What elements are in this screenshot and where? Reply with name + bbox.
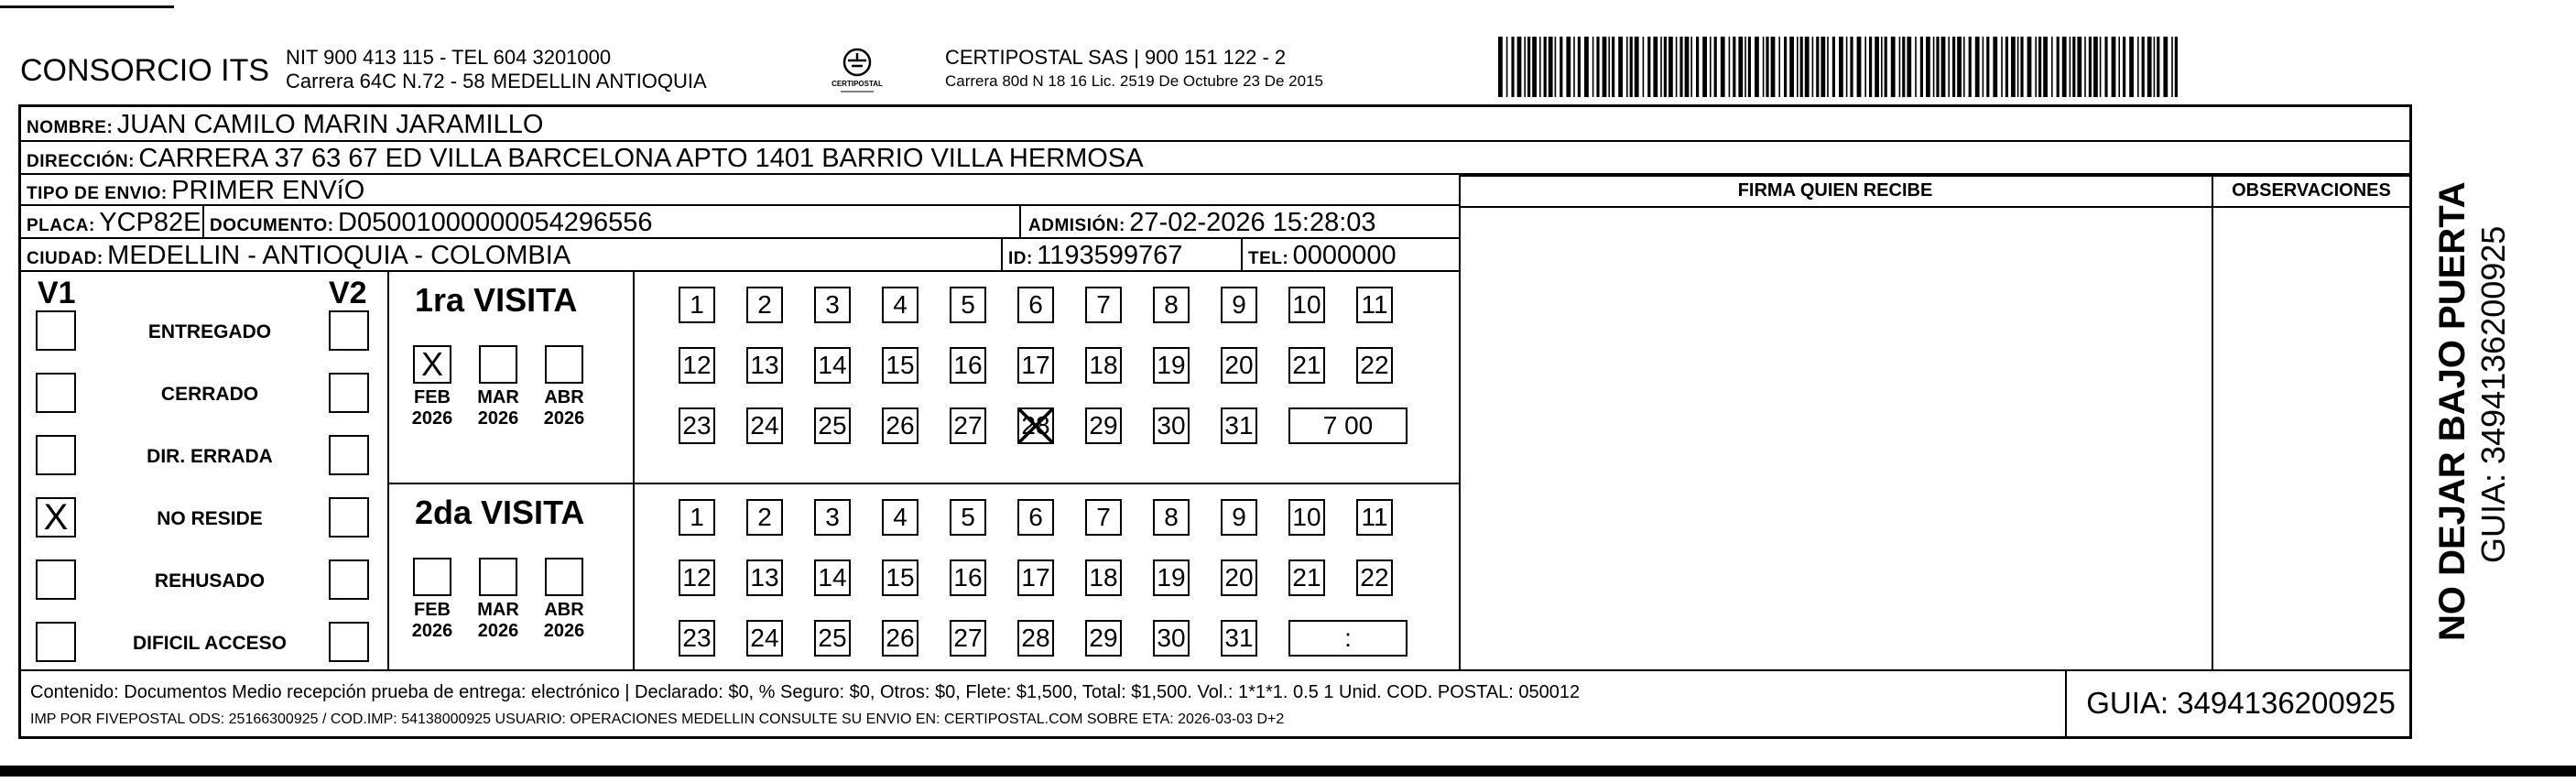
barcode-bar <box>1710 37 1712 97</box>
status-label: REHUSADO <box>154 570 266 592</box>
month-checkbox[interactable] <box>545 558 583 596</box>
day-box[interactable]: 18 <box>1085 559 1122 596</box>
barcode-bar <box>1816 37 1819 97</box>
documento-label: DOCUMENTO: <box>210 216 334 235</box>
nombre-value: JUAN CAMILO MARIN JARAMILLO <box>116 110 544 139</box>
admision-label: ADMISIÓN: <box>1028 216 1125 235</box>
barcode-bar <box>1864 37 1866 97</box>
barcode-bar <box>1766 37 1768 97</box>
barcode-bar <box>1690 37 1692 97</box>
admision-value: 27-02-2026 15:28:03 <box>1129 208 1376 237</box>
barcode-bar <box>1986 37 1989 97</box>
documento-cell <box>210 206 653 239</box>
barcode-bar <box>1685 37 1690 97</box>
day-box[interactable]: 10 <box>1288 287 1325 323</box>
barcode-bar <box>1745 37 1746 97</box>
month-name: FEB <box>414 600 451 620</box>
month-year: 2026 <box>411 621 453 641</box>
barcode-bar <box>1511 37 1514 97</box>
nombre-label: NOMBRE: <box>27 118 114 137</box>
barcode-bar <box>1812 37 1814 97</box>
day-box[interactable]: 9 <box>1221 499 1257 536</box>
divider <box>1001 239 1003 272</box>
day-box[interactable]: 20 <box>1221 559 1257 596</box>
day-box[interactable]: 13 <box>746 347 783 384</box>
barcode-bar <box>1963 37 1965 97</box>
day-box[interactable]: 12 <box>679 347 715 384</box>
barcode-bar <box>2157 37 2159 97</box>
day-box[interactable]: 2 <box>746 499 783 536</box>
day-box[interactable]: 7 <box>1085 287 1122 323</box>
day-box[interactable]: 6 <box>1017 287 1054 323</box>
visit-title: 1ra VISITA <box>415 281 578 319</box>
barcode-bar <box>1875 37 1879 97</box>
status-label: ENTREGADO <box>147 321 272 342</box>
month-name: FEB <box>414 387 451 407</box>
barcode-bar <box>1850 37 1853 97</box>
barcode-bar <box>1755 37 1759 97</box>
barcode-bar <box>1771 37 1776 97</box>
barcode-bar <box>1668 37 1673 97</box>
certipostal-info <box>945 46 1323 93</box>
status-v1-checkbox[interactable] <box>36 310 76 351</box>
barcode-bar <box>1544 37 1547 97</box>
barcode-bar <box>1660 37 1662 97</box>
month-checkbox[interactable] <box>413 558 451 596</box>
divider <box>387 272 389 669</box>
barcode-bar <box>2142 37 2145 97</box>
logo-text: CERTIPOSTAL <box>831 80 883 88</box>
barcode-bar <box>2062 37 2067 97</box>
certipostal-logo <box>824 42 890 101</box>
day-box[interactable]: 5 <box>950 287 986 323</box>
month-label <box>471 387 526 429</box>
barcode-bar <box>2112 37 2116 97</box>
day-box[interactable]: 9 <box>1221 287 1257 323</box>
barcode-bar <box>1969 37 1972 97</box>
divider <box>1019 206 1021 239</box>
barcode-bar <box>2017 37 2019 97</box>
direccion-label: DIRECCIÓN: <box>27 152 135 171</box>
barcode-bar <box>2147 37 2152 97</box>
barcode-bar <box>1592 37 1594 97</box>
day-box[interactable]: 24 <box>746 407 783 444</box>
barcode-bar <box>1869 37 1872 97</box>
status-v2-checkbox[interactable] <box>329 310 369 351</box>
barcode-bar <box>1566 37 1571 97</box>
status-v1-checkbox[interactable] <box>36 373 76 413</box>
day-box[interactable]: 8 <box>1153 499 1190 536</box>
barcode-bar <box>1827 37 1829 97</box>
barcode-bar <box>1957 37 1962 97</box>
month-checkbox[interactable] <box>545 345 583 384</box>
day-box[interactable]: 23 <box>679 407 715 444</box>
barcode-bar <box>2070 37 2071 97</box>
barcode-bar <box>1789 37 1794 97</box>
barcode-bar <box>1936 37 1939 97</box>
barcode-bar <box>1975 37 1980 97</box>
barcode-bar <box>1679 37 1682 97</box>
barcode-bar <box>1626 37 1628 97</box>
status-v2-checkbox[interactable] <box>329 435 369 475</box>
tel-cell <box>1248 239 1397 272</box>
day-box[interactable]: 17 <box>1017 559 1054 596</box>
day-box[interactable]: 7 <box>1085 499 1122 536</box>
barcode-bar <box>1952 37 1955 97</box>
ciudad-cell <box>27 239 571 272</box>
day-box[interactable]: 29 <box>1085 620 1122 657</box>
status-v1-checkbox[interactable] <box>36 622 76 662</box>
status-v1-checkbox[interactable] <box>36 435 76 475</box>
direccion-value: CARRERA 37 63 67 ED VILLA BARCELONA APTO 1401 BARRIO VILLA HERMOSA <box>138 144 1144 173</box>
day-box[interactable]: 30 <box>1153 620 1190 657</box>
barcode-bar <box>1721 37 1725 97</box>
barcode-bar <box>1527 37 1530 97</box>
day-box[interactable]: 11 <box>1356 499 1393 536</box>
day-box[interactable]: 16 <box>950 347 986 384</box>
admision-cell <box>1028 206 1376 239</box>
month-name: MAR <box>477 387 519 407</box>
hour-box[interactable]: 7 00 <box>1288 407 1408 444</box>
status-v2-checkbox[interactable] <box>329 559 369 600</box>
barcode-bar <box>1618 37 1623 97</box>
barcode-bar <box>1532 37 1537 97</box>
day-box[interactable]: 25 <box>814 620 851 657</box>
delivery-form <box>18 104 2412 739</box>
barcode-bar <box>1846 37 1848 97</box>
firma-signature-area[interactable] <box>1461 208 2210 668</box>
v2-header: V2 <box>329 276 367 310</box>
divider <box>1241 239 1243 272</box>
month-year: 2026 <box>477 408 519 429</box>
day-box[interactable]: 4 <box>882 287 918 323</box>
barcode-bar <box>2154 37 2156 97</box>
month-checkbox[interactable] <box>479 558 517 596</box>
day-box[interactable]: 31 <box>1221 620 1257 657</box>
barcode-bar <box>1821 37 1825 97</box>
firma-header-top <box>1459 175 2409 177</box>
barcode-bar <box>1664 37 1667 97</box>
barcode-bar <box>2129 37 2134 97</box>
row-tipo-envio <box>21 175 1459 206</box>
no-dejar-bajo-puerta: NO DEJAR BAJO PUERTA <box>2432 181 2473 641</box>
day-box[interactable]: 21 <box>1288 347 1325 384</box>
day-box[interactable]: 17 <box>1017 347 1054 384</box>
placa-cell <box>27 206 201 239</box>
barcode-bar <box>1506 37 1508 97</box>
ciudad-label: CIUDAD: <box>27 249 103 268</box>
day-box[interactable]: 27 <box>950 407 986 444</box>
status-v2-checkbox[interactable] <box>329 373 369 413</box>
month-checkbox[interactable]: X <box>413 345 451 384</box>
barcode-bar <box>2043 37 2048 97</box>
barcode-bar <box>1941 37 1946 97</box>
barcode-bar <box>1555 37 1557 97</box>
visit-divider <box>387 483 1459 484</box>
barcode-bar <box>2163 37 2168 97</box>
observaciones-area[interactable] <box>2213 208 2409 668</box>
barcode-bar <box>1517 37 1522 97</box>
id-cell <box>1008 239 1182 272</box>
barcode-bar <box>2020 37 2023 97</box>
barcode-bar <box>1733 37 1735 97</box>
month-label <box>471 600 526 642</box>
month-label <box>537 600 592 642</box>
divider <box>633 272 635 669</box>
footer-divider <box>21 669 2409 671</box>
row-ciudad <box>21 239 1459 272</box>
month-name: ABR <box>544 387 584 407</box>
day-box[interactable]: 15 <box>882 559 918 596</box>
barcode-bar <box>1612 37 1614 97</box>
guia-number: GUIA: 3494136200925 <box>2065 669 2415 736</box>
company-info <box>286 46 707 93</box>
month-year: 2026 <box>543 621 585 641</box>
footer-print-info: IMP POR FIVEPOSTAL ODS: 25166300925 / COD.IMP: 54138000925 USUARIO: OPERACIONES MEDELLIN CONSULTE SU ENVIO EN: CERTIPOSTAL.COM SOBRE ETA: 2026-03-03 D+2 <box>30 711 1285 727</box>
month-year: 2026 <box>543 408 585 429</box>
barcode-bar <box>2077 37 2081 97</box>
barcode-bar <box>1797 37 1799 97</box>
barcode-bar <box>1899 37 1901 97</box>
barcode-bar <box>1524 37 1526 97</box>
barcode-bar <box>1539 37 1541 97</box>
tel-value: 0000000 <box>1292 241 1397 270</box>
barcode-bar <box>1933 37 1935 97</box>
day-box[interactable]: 26 <box>882 620 918 657</box>
company-name: CONSORCIO ITS <box>20 53 270 88</box>
id-value: 1193599767 <box>1037 241 1183 270</box>
barcode-bar <box>2038 37 2041 97</box>
barcode-bar <box>2072 37 2075 97</box>
barcode-bar <box>2093 37 2098 97</box>
day-box[interactable]: 30 <box>1153 407 1190 444</box>
month-label <box>405 600 460 642</box>
observaciones-header: OBSERVACIONES <box>2232 180 2391 201</box>
barcode-bar <box>2118 37 2120 97</box>
status-label: NO RESIDE <box>157 508 263 529</box>
barcode-bar <box>2005 37 2008 97</box>
day-box[interactable]: 19 <box>1153 347 1190 384</box>
day-box[interactable]: 18 <box>1085 347 1122 384</box>
day-box[interactable]: 16 <box>950 559 986 596</box>
barcode-bar <box>1778 37 1780 97</box>
side-notice <box>2420 128 2558 650</box>
barcode-bar <box>1920 37 1923 97</box>
month-checkbox[interactable] <box>479 345 517 384</box>
barcode-bar <box>1907 37 1911 97</box>
barcode-bar <box>1948 37 1950 97</box>
barcode-bar <box>2035 37 2037 97</box>
company-nit: NIT 900 413 115 - TEL 604 3201000 <box>286 46 612 69</box>
day-box[interactable]: 25 <box>814 407 851 444</box>
barcode-bar <box>1498 37 1503 97</box>
day-box[interactable]: 21 <box>1288 559 1325 596</box>
status-label: DIFICIL ACCESO <box>132 633 287 654</box>
day-box[interactable]: 6 <box>1017 499 1054 536</box>
day-box[interactable]: 22 <box>1356 347 1393 384</box>
status-v1-checkbox[interactable]: X <box>36 497 76 538</box>
barcode-bar <box>1635 37 1639 97</box>
month-label <box>537 387 592 429</box>
divider <box>202 206 204 239</box>
barcode-bar <box>1596 37 1599 97</box>
barcode-bar <box>1748 37 1751 97</box>
footer-content: Contenido: Documentos Medio recepción prueba de entrega: electrónico | Declarado: $0, % Seguro: $0, Otros: $0, Flete: $1,500, Total: $1,500. Vol.: 1*1*1. 0.5 1 Unid. COD. POSTAL: 050012 <box>30 682 1581 702</box>
day-box[interactable]: 23 <box>679 620 715 657</box>
day-box[interactable]: 22 <box>1356 559 1393 596</box>
barcode-bar <box>1676 37 1678 97</box>
barcode-bar <box>1832 37 1835 97</box>
barcode-bar <box>1891 37 1896 97</box>
bottom-rule <box>0 766 2576 777</box>
barcode-bar <box>1584 37 1589 97</box>
day-box[interactable]: 12 <box>679 559 715 596</box>
day-box[interactable]: 15 <box>882 347 918 384</box>
day-box[interactable]: 24 <box>746 620 783 657</box>
barcode-bar <box>1608 37 1610 97</box>
certipostal-license: Carrera 80d N 18 16 Lic. 2519 De Octubre 23 De 2015 <box>945 72 1323 90</box>
barcode-bar <box>1738 37 1743 97</box>
barcode-bar <box>1839 37 1843 97</box>
day-box[interactable]: 11 <box>1356 287 1393 323</box>
barcode-bar <box>1800 37 1803 97</box>
day-box[interactable]: 1 <box>679 287 715 323</box>
status-v1-checkbox[interactable] <box>36 559 76 600</box>
barcode-bar <box>2175 37 2178 97</box>
barcode-bar <box>2051 37 2053 97</box>
barcode-bar <box>1549 37 1553 97</box>
status-label: CERRADO <box>160 384 259 405</box>
barcode-bar <box>1763 37 1765 97</box>
day-box[interactable]: 1 <box>679 499 715 536</box>
side-guia: GUIA: 3494136200925 <box>2474 225 2512 563</box>
status-v2-checkbox[interactable] <box>329 622 369 662</box>
day-box[interactable]: 19 <box>1153 559 1190 596</box>
month-name: MAR <box>477 600 519 620</box>
barcode-bar <box>2084 37 2086 97</box>
tipo-envio-label: TIPO DE ENVIO: <box>27 184 168 203</box>
tipo-envio-value: PRIMER ENVíO <box>171 176 365 205</box>
company-address: Carrera 64C N.72 - 58 MEDELLIN ANTIOQUIA <box>286 70 707 92</box>
barcode-bar <box>1647 37 1650 97</box>
barcode-bar <box>1902 37 1905 97</box>
month-year: 2026 <box>477 621 519 641</box>
barcode-bar <box>2011 37 2016 97</box>
barcode <box>1498 37 2180 97</box>
barcode-bar <box>1857 37 1862 97</box>
barcode-bar <box>1881 37 1883 97</box>
firma-header: FIRMA QUIEN RECIBE <box>1737 180 1933 201</box>
day-box[interactable]: 4 <box>882 499 918 536</box>
barcode-bar <box>2100 37 2102 97</box>
day-box[interactable]: 20 <box>1221 347 1257 384</box>
barcode-bar <box>1702 37 1707 97</box>
barcode-bar <box>1714 37 1717 97</box>
day-box[interactable]: 5 <box>950 499 986 536</box>
barcode-bar <box>1696 37 1699 97</box>
barcode-bar <box>2089 37 2092 97</box>
row-placa <box>21 206 1459 239</box>
day-box[interactable]: 14 <box>814 347 851 384</box>
day-box[interactable]: 28 <box>1017 407 1054 444</box>
v1-header: V1 <box>38 276 76 310</box>
day-box[interactable]: 26 <box>882 407 918 444</box>
barcode-bar <box>2171 37 2173 97</box>
documento-value: D05001000000054296556 <box>338 208 653 237</box>
barcode-bar <box>1643 37 1645 97</box>
barcode-bar <box>1603 37 1607 97</box>
month-name: ABR <box>544 600 584 620</box>
hour-box[interactable]: : <box>1288 620 1408 657</box>
row-nombre <box>21 107 2409 142</box>
top-rule <box>0 5 174 8</box>
barcode-bar <box>2001 37 2003 97</box>
placa-label: PLACA: <box>27 216 95 235</box>
day-box[interactable]: 8 <box>1153 287 1190 323</box>
day-box[interactable]: 28 <box>1017 620 1054 657</box>
barcode-bar <box>2027 37 2032 97</box>
row-direccion <box>21 142 2409 175</box>
status-v2-checkbox[interactable] <box>329 497 369 538</box>
barcode-bar <box>1578 37 1581 97</box>
barcode-bar <box>1560 37 1562 97</box>
barcode-bar <box>2057 37 2060 97</box>
month-label <box>405 387 460 429</box>
day-box[interactable]: 3 <box>814 499 851 536</box>
barcode-bar <box>1630 37 1633 97</box>
ciudad-value: MEDELLIN - ANTIOQUIA - COLOMBIA <box>107 241 571 270</box>
day-box[interactable]: 14 <box>814 559 851 596</box>
status-label: DIR. ERRADA <box>147 446 273 467</box>
barcode-bar <box>1983 37 1984 97</box>
placa-value: YCP82E <box>99 208 201 237</box>
barcode-bar <box>1915 37 1917 97</box>
day-box[interactable]: 31 <box>1221 407 1257 444</box>
visit-title: 2da VISITA <box>415 494 585 531</box>
barcode-bar <box>1784 37 1787 97</box>
barcode-bar <box>1926 37 1930 97</box>
barcode-bar <box>2137 37 2139 97</box>
day-box[interactable]: 2 <box>746 287 783 323</box>
month-year: 2026 <box>411 408 453 429</box>
id-label: ID: <box>1008 249 1033 268</box>
barcode-bar <box>1573 37 1575 97</box>
day-box[interactable]: 29 <box>1085 407 1122 444</box>
barcode-bar <box>1729 37 1731 97</box>
tel-label: TEL: <box>1248 249 1289 268</box>
barcode-bar <box>1805 37 1810 97</box>
day-box[interactable]: 13 <box>746 559 783 596</box>
day-box[interactable]: 27 <box>950 620 986 657</box>
barcode-bar <box>1653 37 1658 97</box>
barcode-bar <box>1885 37 1887 97</box>
certipostal-nit: CERTIPOSTAL SAS | 900 151 122 - 2 <box>945 46 1287 69</box>
day-box[interactable]: 3 <box>814 287 851 323</box>
barcode-bar <box>1993 37 1997 97</box>
barcode-bar <box>2104 37 2107 97</box>
barcode-bar <box>2123 37 2125 97</box>
day-box[interactable]: 10 <box>1288 499 1325 536</box>
